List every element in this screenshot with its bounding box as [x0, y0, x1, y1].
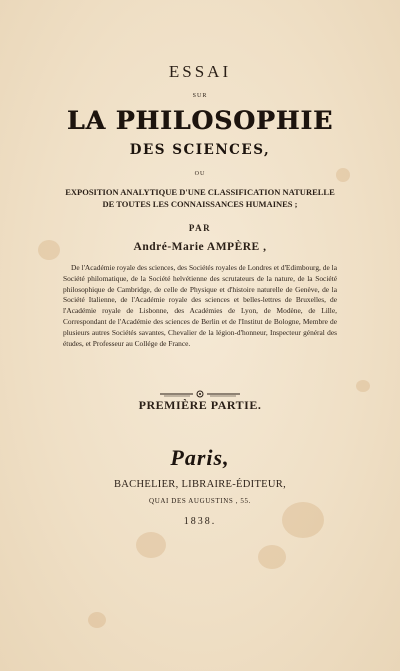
- title-essai: ESSAI: [168, 62, 232, 81]
- subtitle: [0, 186, 400, 210]
- imprint-year: 1838.: [183, 516, 217, 527]
- foxing-stain: [136, 532, 166, 558]
- title-ou: OU: [194, 171, 206, 177]
- part-heading: PREMIÈRE PARTIE.: [138, 398, 262, 412]
- foxing-stain: [258, 545, 286, 569]
- author-credentials: De l'Académie royale des sciences, des Sociétés royales de Londres et d'Edimbourg, de la Société philomatique, de la Société helvétienne des scrutateurs de la nature, de la Société philosophique de Cambridge, de celle de Physique et d'histoire naturelle de Genève, de la Société Italienne, de l'Académie royale des sciences et belles-lettres de Bruxelles, de l'Académie royale de Lisbonne, des Académies de Lyon, de Modène, de Lille, Correspondant de l'Académie des sciences de Berlin et de l'Institut de Bologne, Membre de plusieurs autres Sociétés savantes, Chevalier de la légion-d'honneur, Inspecteur général des études, et Professeur au Collége de France.: [63, 263, 337, 348]
- subtitle-line-1: EXPOSITION ANALYTIQUE D'UNE CLASSIFICATION NATURELLE: [65, 187, 335, 197]
- imprint-address: QUAI DES AUGUSTINS , 55.: [149, 497, 251, 505]
- author-name: André-Marie AMPÈRE ,: [133, 241, 267, 253]
- title-main: LA PHILOSOPHIE: [66, 106, 334, 135]
- imprint-publisher: BACHELIER, LIBRAIRE-ÉDITEUR,: [113, 479, 286, 490]
- par-label: PAR: [188, 223, 212, 233]
- imprint-city: Paris,: [170, 445, 230, 470]
- foxing-stain: [88, 612, 106, 628]
- title-sur: SUR: [192, 93, 208, 99]
- subtitle-line-2: DE TOUTES LES CONNAISSANCES HUMAINES ;: [102, 199, 298, 209]
- title-sciences: DES SCIENCES,: [129, 142, 271, 158]
- ornament-icon: [160, 390, 240, 398]
